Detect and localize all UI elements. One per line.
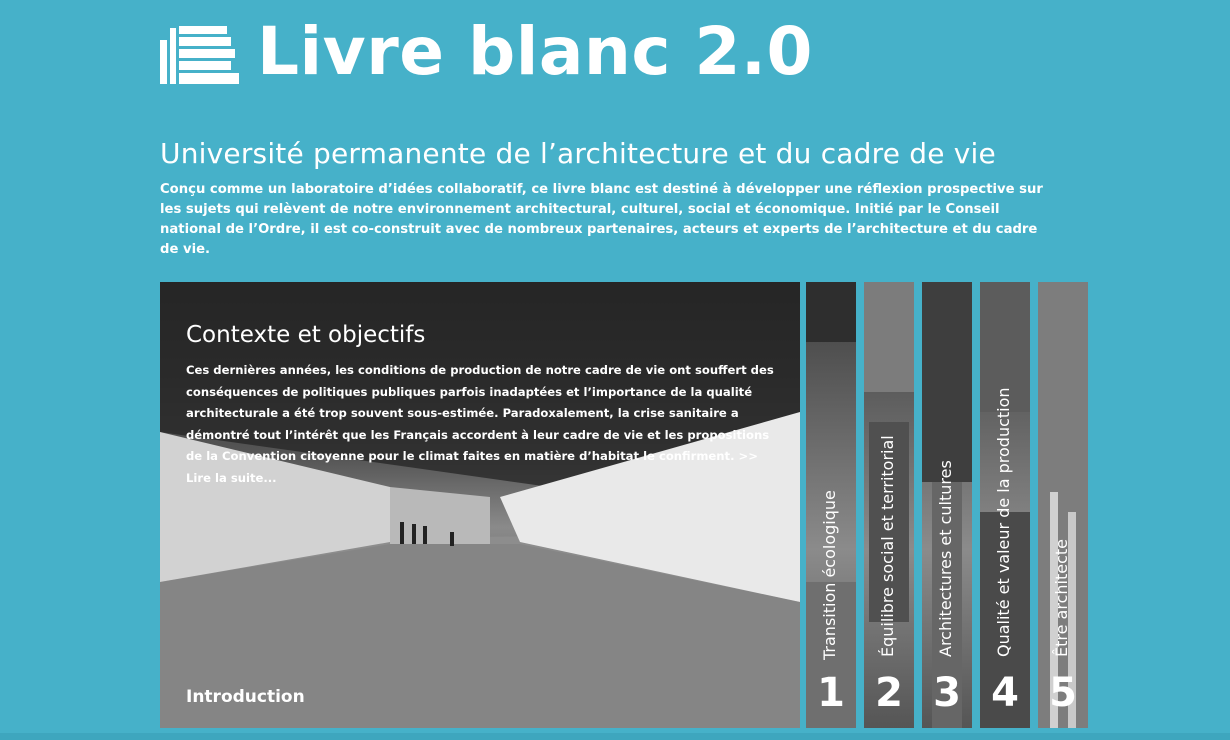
bottom-divider (0, 733, 1230, 740)
panel-body: Ces dernières années, les conditions de production de notre cadre de vie ont souffert des conséquences de politiques publiques parfois inadaptées et l’importance de la qualité architecturale a été trop souvent sous-estimée. Paradoxalement, la crise sanitaire a démontré tout l’intérêt que les Français accordent à leur cadre de vie et les propositions de la Convention citoyenne pour le climat faites en matière d’habitat le confirment. (186, 363, 774, 464)
panel-text (186, 360, 776, 490)
theme-3-label: Architectures et cultures (936, 460, 955, 657)
read-more-link[interactable]: >> Lire la suite... (186, 449, 758, 485)
theme-2-number: 2 (875, 670, 903, 716)
theme-1-number: 1 (817, 670, 845, 716)
panel-title: Contexte et objectifs (186, 322, 426, 348)
theme-5-tile[interactable] (1038, 282, 1088, 728)
theme-5-number: 5 (1049, 670, 1077, 716)
architecture-photo (160, 282, 800, 728)
theme-5-label: Être architecte (1052, 539, 1071, 657)
theme-4-label: Qualité et valeur de la production (994, 387, 1013, 657)
theme-2-label: Équilibre social et territorial (878, 435, 897, 657)
theme-1-tile[interactable] (806, 282, 856, 728)
theme-3-number: 3 (933, 670, 961, 716)
theme-2-tile[interactable] (864, 282, 914, 728)
theme-1-label: Transition écologique (820, 490, 839, 660)
context-panel[interactable] (160, 282, 800, 728)
page-subtitle: Université permanente de l’architecture et du cadre de vie (160, 137, 996, 170)
theme-4-number: 4 (991, 670, 1019, 716)
page-title: Livre blanc 2.0 (257, 13, 813, 90)
header (160, 13, 1060, 90)
theme-3-tile[interactable] (922, 282, 972, 728)
theme-5-photo (1038, 282, 1088, 728)
intro-text: Conçu comme un laboratoire d’idées collaboratif, ce livre blanc est destiné à développer une réflexion prospective sur les sujets qui relèvent de notre environnement architectural, culturel, social et économique. Initié par le Conseil national de l’Ordre, il est co-construit avec de nombreux partenaires, acteurs et experts de l’architecture et du cadre de vie. (160, 182, 1043, 257)
theme-4-tile[interactable] (980, 282, 1030, 728)
introduction-link[interactable]: Introduction (186, 687, 305, 707)
stacked-books-icon (160, 26, 240, 84)
